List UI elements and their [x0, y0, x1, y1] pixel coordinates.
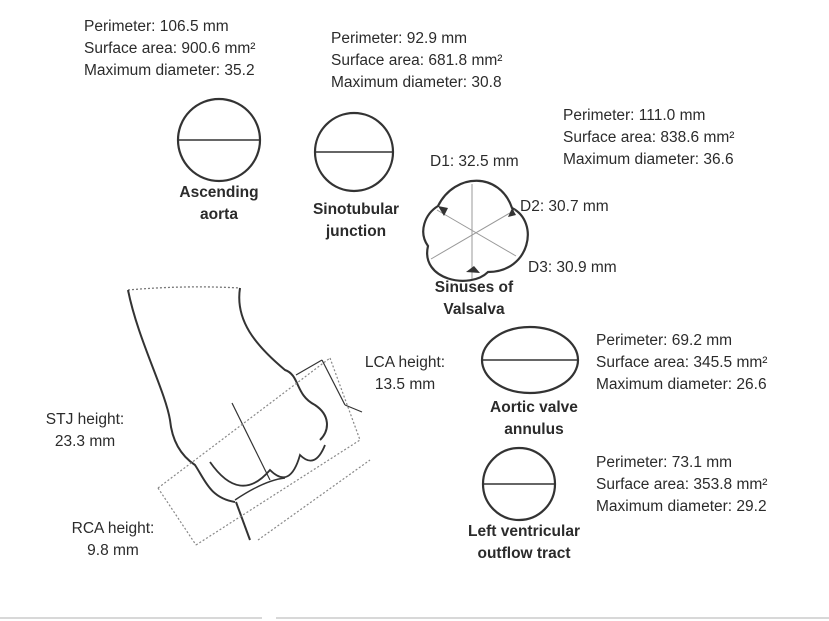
- annulus-stats: [596, 330, 767, 396]
- sinuses-d2: D2: 30.7 mm: [520, 198, 609, 215]
- lvot-surface-area: Surface area: 353.8 mm²: [596, 476, 768, 493]
- annulus-perimeter: Perimeter: 69.2 mm: [596, 332, 733, 349]
- rca-height-label: RCA height: 9.8 mm: [71, 520, 155, 559]
- aortic-valve-annulus-cross-section: [482, 327, 578, 393]
- ascending-aorta-label: Ascending aorta: [179, 184, 259, 223]
- lvot-perimeter: Perimeter: 73.1 mm: [596, 454, 733, 471]
- sinuses-d3: D3: 30.9 mm: [528, 259, 617, 276]
- ascending-aorta-stats: [84, 16, 255, 82]
- annulus-max-diameter: Maximum diameter: 26.6: [596, 376, 767, 393]
- footer-divider-left: [0, 617, 262, 619]
- ascending-aorta-cross-section: [178, 99, 260, 181]
- sinuses-label: Sinuses of Valsalva: [434, 279, 514, 318]
- sinuses-max-diameter: Maximum diameter: 36.6: [563, 151, 734, 168]
- sinuses-perimeter: Perimeter: 111.0 mm: [563, 107, 706, 124]
- ascending-aorta-surface-area: Surface area: 900.6 mm²: [84, 40, 256, 57]
- lvot-max-diameter: Maximum diameter: 29.2: [596, 498, 767, 515]
- sinuses-surface-area: Surface area: 838.6 mm²: [563, 129, 735, 146]
- sinotubular-junction-stats: [331, 28, 502, 94]
- annulus-label: Aortic valve annulus: [490, 399, 578, 438]
- lvot-stats: [596, 452, 767, 518]
- sinuses-of-valsalva-cross-section: [423, 181, 528, 281]
- sinuses-d1: D1: 32.5 mm: [430, 153, 519, 170]
- annulus-surface-area: Surface area: 345.5 mm²: [596, 354, 768, 371]
- stj-surface-area: Surface area: 681.8 mm²: [331, 52, 503, 69]
- lvot-label: Left ventricular outflow tract: [468, 523, 580, 562]
- stj-perimeter: Perimeter: 92.9 mm: [331, 30, 468, 47]
- ascending-aorta-max-diameter: Maximum diameter: 35.2: [84, 62, 255, 79]
- aortic-root-sketch: [128, 287, 370, 545]
- stj-max-diameter: Maximum diameter: 30.8: [331, 74, 502, 91]
- ascending-aorta-perimeter: Perimeter: 106.5 mm: [84, 18, 229, 35]
- sinotubular-junction-cross-section: [315, 113, 393, 191]
- lvot-cross-section: [483, 448, 555, 520]
- footer-divider-right: [276, 617, 829, 619]
- lca-height-label: LCA height: 13.5 mm: [364, 354, 446, 393]
- stj-height-label: STJ height: 23.3 mm: [45, 411, 125, 450]
- sinotubular-junction-label: Sinotubular junction: [312, 201, 400, 240]
- sinuses-stats: [563, 105, 734, 171]
